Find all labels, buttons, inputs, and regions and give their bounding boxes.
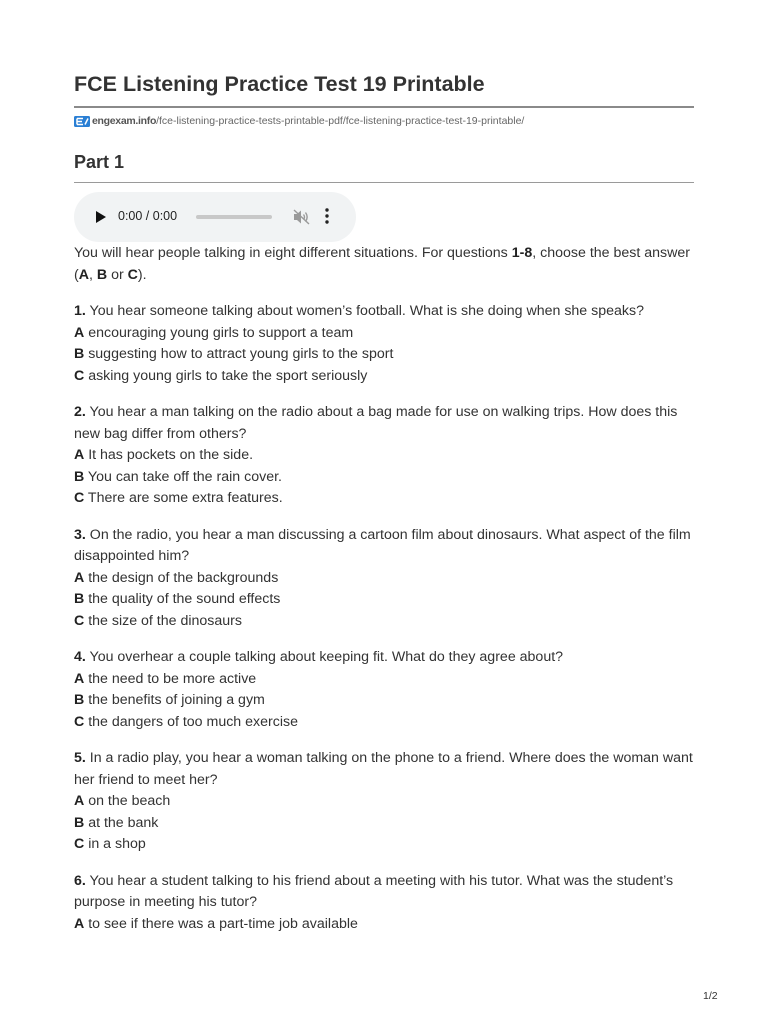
question-4	[74, 647, 704, 733]
document-body	[74, 243, 704, 950]
source-url[interactable]	[74, 114, 524, 128]
section-divider	[74, 182, 694, 183]
instructions: You will hear people talking in eight different situations. For questions 1-8, choose the best answer (A, B or C).	[74, 245, 690, 283]
engexam-logo-icon	[74, 116, 90, 127]
option-a: A It has pockets on the side.	[74, 447, 254, 463]
page-title: FCE Listening Practice Test 19 Printable	[74, 72, 485, 96]
option-b: B the quality of the sound effects	[74, 591, 281, 607]
audio-time: 0:00 / 0:00	[118, 209, 178, 223]
source-path: /fce-listening-practice-tests-printable-pdf/fce-listening-practice-test-19-printable/	[156, 115, 525, 127]
option-c: C the dangers of too much exercise	[74, 713, 298, 730]
option-a: A on the beach	[74, 793, 171, 809]
option-b: B at the bank	[74, 814, 159, 831]
option-b: B suggesting how to attract young girls to the sport	[74, 346, 394, 362]
more-vertical-icon[interactable]	[325, 208, 329, 224]
option-a: A to see if there was a part-time job available	[74, 915, 358, 932]
option-a: A the design of the backgrounds	[74, 569, 279, 586]
option-c: C There are some extra features.	[74, 490, 283, 506]
source-brand: engexam.info	[92, 115, 157, 127]
option-c: C asking young girls to take the sport seriously	[74, 367, 368, 384]
question-stem: 6. You hear a student talking to his friend about a meeting with his tutor. What was the student’s purpose in meeting his tutor?	[74, 872, 674, 910]
section-heading: Part 1	[74, 152, 125, 172]
question-5	[74, 748, 704, 856]
question-stem: 2. You hear a man talking on the radio about a bag made for use on walking trips. How does this new bag differ from others?	[74, 404, 678, 442]
title-divider	[74, 106, 694, 108]
question-stem: 4. You overhear a couple talking about keeping fit. What do they agree about?	[74, 649, 564, 665]
question-3	[74, 525, 704, 633]
question-stem: 5. In a radio play, you hear a woman talking on the phone to a friend. Where does the woman want her friend to meet her?	[74, 750, 693, 788]
question-2	[74, 402, 704, 510]
audio-progress-slider[interactable]	[196, 215, 272, 219]
question-1	[74, 301, 704, 387]
option-a: A encouraging young girls to support a team	[74, 324, 354, 341]
option-c: C in a shop	[74, 836, 146, 852]
option-a: A the need to be more active	[74, 670, 257, 687]
volume-icon[interactable]	[293, 209, 311, 225]
play-icon[interactable]	[96, 211, 106, 223]
option-b: B the benefits of joining a gym	[74, 692, 265, 708]
option-b: B You can take off the rain cover.	[74, 468, 282, 485]
question-stem: 1. You hear someone talking about women’s football. What is she doing when she speaks?	[74, 303, 644, 319]
page-number: 1/2	[703, 990, 718, 1002]
question-stem: 3. On the radio, you hear a man discussing a cartoon film about dinosaurs. What aspect of the film disappointed him?	[74, 526, 691, 564]
audio-player[interactable]	[74, 192, 356, 242]
option-c: C the size of the dinosaurs	[74, 612, 242, 629]
question-6	[74, 871, 704, 936]
